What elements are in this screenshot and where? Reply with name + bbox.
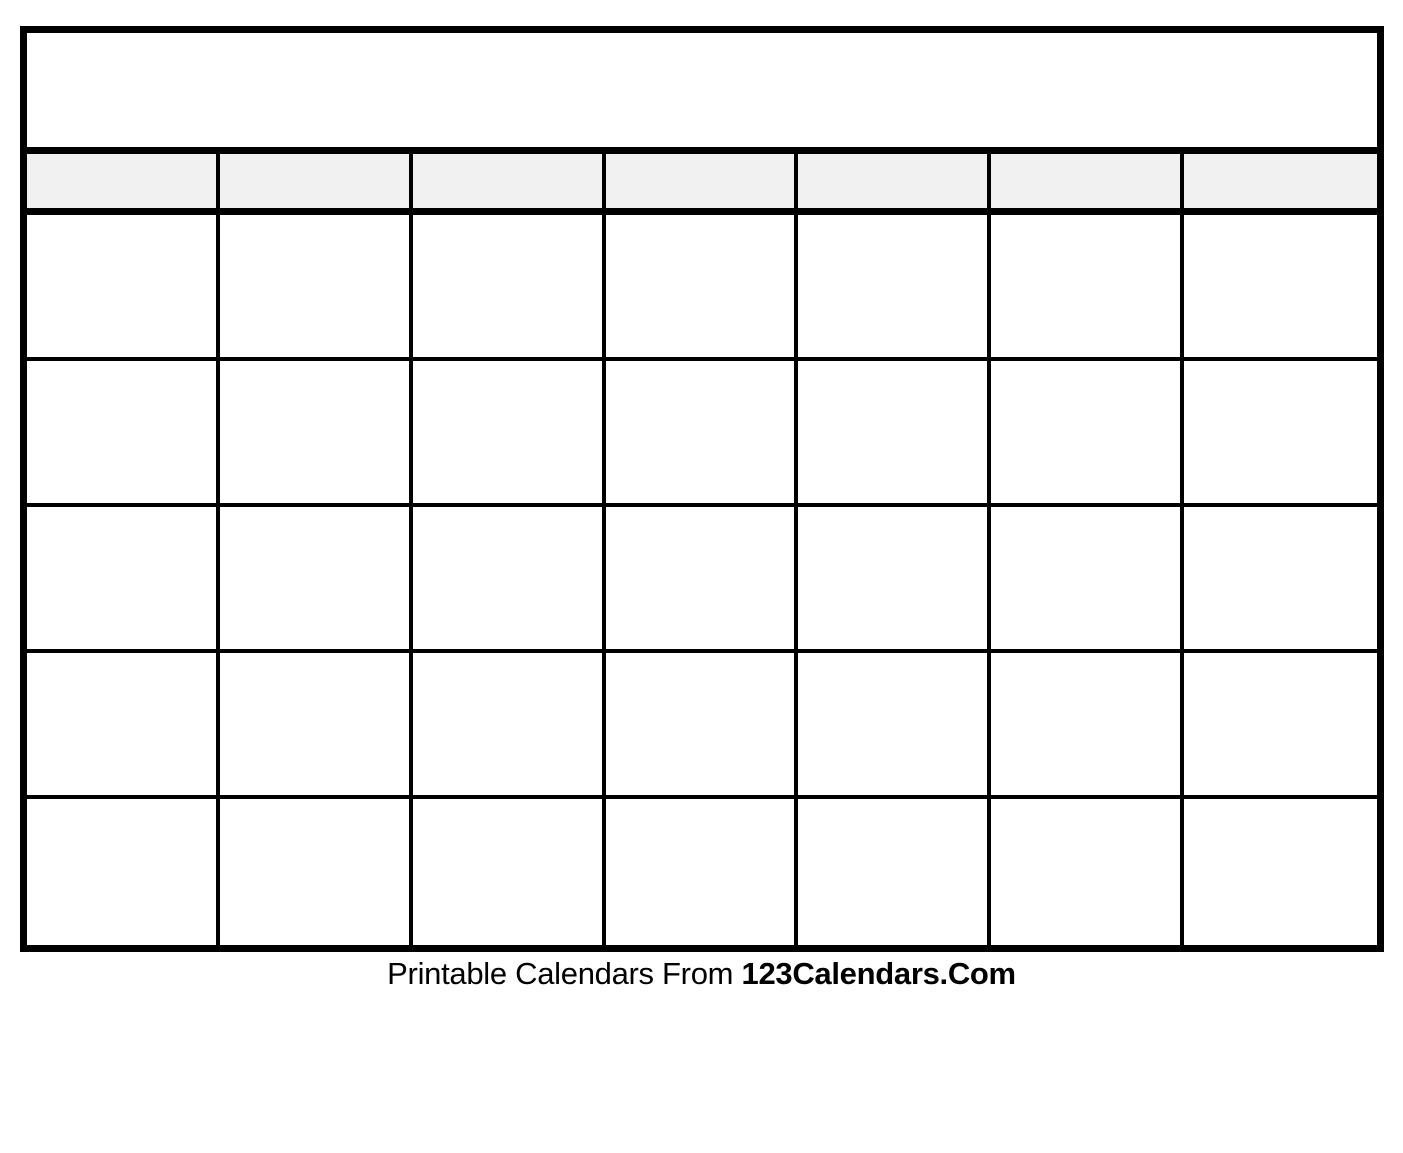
day-cell (991, 799, 1184, 945)
day-cell (27, 799, 220, 945)
weekday-header-cell (1184, 154, 1377, 208)
day-cell (27, 507, 220, 653)
day-cell (606, 653, 799, 799)
day-cell (220, 215, 413, 361)
day-cell (798, 653, 991, 799)
day-grid (27, 215, 1377, 945)
weekday-header-cell (798, 154, 991, 208)
day-cell (1184, 653, 1377, 799)
day-cell (798, 799, 991, 945)
weekday-header-cell (27, 154, 220, 208)
day-cell (798, 507, 991, 653)
day-cell (220, 361, 413, 507)
weekday-header-cell (991, 154, 1184, 208)
day-cell (1184, 361, 1377, 507)
day-cell (606, 361, 799, 507)
day-cell (220, 799, 413, 945)
day-cell (991, 361, 1184, 507)
day-cell (606, 215, 799, 361)
day-cell (220, 653, 413, 799)
day-cell (798, 361, 991, 507)
footer-credit-brand: 123Calendars.Com (741, 956, 1016, 991)
weekday-header-cell (413, 154, 606, 208)
footer-credit-prefix: Printable Calendars From (387, 956, 742, 991)
calendar (20, 26, 1384, 952)
day-cell (27, 653, 220, 799)
day-cell (27, 215, 220, 361)
day-cell (991, 653, 1184, 799)
day-cell (606, 507, 799, 653)
weekday-header-cell (606, 154, 799, 208)
day-cell (991, 507, 1184, 653)
day-cell (991, 215, 1184, 361)
calendar-title-box (27, 33, 1377, 154)
day-cell (413, 653, 606, 799)
day-cell (1184, 215, 1377, 361)
day-cell (413, 215, 606, 361)
day-cell (413, 799, 606, 945)
day-cell (413, 507, 606, 653)
day-cell (798, 215, 991, 361)
day-cell (413, 361, 606, 507)
day-cell (1184, 507, 1377, 653)
weekday-header-row (27, 154, 1377, 215)
day-cell (220, 507, 413, 653)
day-cell (606, 799, 799, 945)
day-cell (1184, 799, 1377, 945)
weekday-header-cell (220, 154, 413, 208)
day-cell (27, 361, 220, 507)
footer-credit (0, 954, 1403, 994)
